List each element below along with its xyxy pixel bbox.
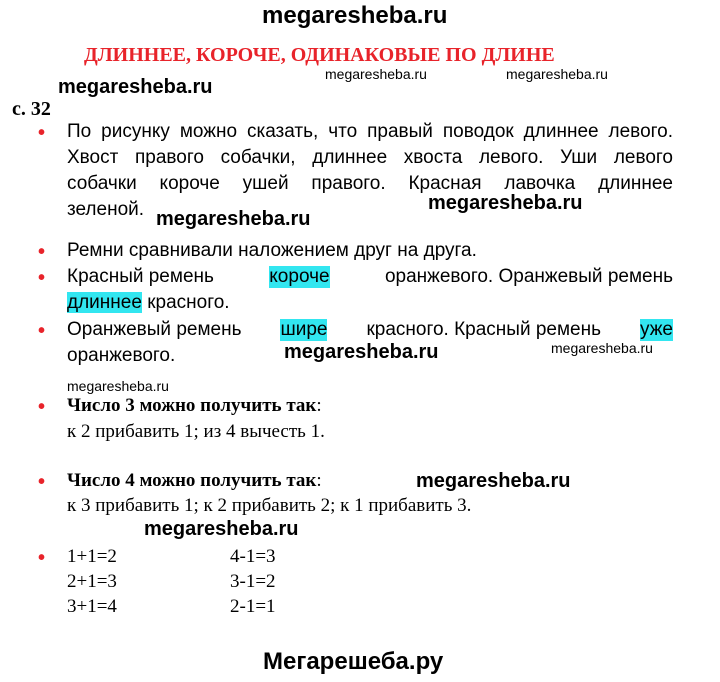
item3-line2 xyxy=(67,292,230,314)
watermark: megaresheba.ru xyxy=(325,66,427,82)
item5-line2: к 2 прибавить 1; из 4 вычесть 1. xyxy=(67,421,325,442)
item6-colon: : xyxy=(316,470,322,491)
equation-right: 4-1=3 xyxy=(230,546,276,567)
watermark: megaresheba.ru xyxy=(144,518,299,540)
bullet: • xyxy=(38,396,46,418)
bullet: • xyxy=(38,241,46,263)
bullet: • xyxy=(38,320,46,342)
item4-line1 xyxy=(67,319,673,341)
bullet: • xyxy=(38,471,46,493)
highlight-word: шире xyxy=(280,319,328,340)
item5-heading: Число 3 можно получить так xyxy=(67,395,317,416)
bullet: • xyxy=(38,122,46,144)
footer-watermark: Мегарешеба.ру xyxy=(263,648,444,675)
equation-left: 3+1=4 xyxy=(67,596,117,617)
item1-line2: Хвост правого собачки, длиннее хвоста левого. Уши левого xyxy=(67,147,673,168)
equation-right: 3-1=2 xyxy=(230,571,276,592)
item4-text: Оранжевый ремень xyxy=(67,319,242,340)
item6-line1 xyxy=(67,470,322,492)
item3-text: красного. xyxy=(147,292,230,313)
item3-text: оранжевого. Оранжевый ремень xyxy=(384,266,673,287)
item3-text: Красный ремень xyxy=(67,266,214,287)
item1-line3: собачки короче ушей правого. Красная лавочка длиннее xyxy=(67,173,673,194)
item6-line2: к 3 прибавить 1; к 2 прибавить 2; к 1 прибавить 3. xyxy=(67,495,472,516)
watermark: megaresheba.ru xyxy=(284,341,439,363)
equation-right: 2-1=1 xyxy=(230,596,276,617)
watermark: megaresheba.ru xyxy=(551,340,653,356)
watermark-top: megaresheba.ru xyxy=(262,2,448,29)
watermark: megaresheba.ru xyxy=(156,208,311,230)
page-title: ДЛИННЕЕ, КОРОЧЕ, ОДИНАКОВЫЕ ПО ДЛИНЕ xyxy=(84,44,555,66)
item1-line1: По рисунку можно сказать, что правый поводок длиннее левого. xyxy=(67,121,673,142)
highlight-word: длиннее xyxy=(67,292,142,313)
item4-text: красного. Красный ремень xyxy=(366,319,601,340)
watermark: megaresheba.ru xyxy=(67,378,169,394)
highlight-word: уже xyxy=(639,319,673,340)
item6-heading: Число 4 можно получить так xyxy=(67,470,317,491)
watermark: megaresheba.ru xyxy=(416,470,571,492)
item2-line1: Ремни сравнивали наложением друг на друга. xyxy=(67,240,477,261)
highlight-word: короче xyxy=(269,266,330,287)
bullet: • xyxy=(38,267,46,289)
page-reference: с. 32 xyxy=(12,98,51,120)
item4-line2: оранжевого. xyxy=(67,345,176,366)
item5-colon: : xyxy=(316,395,322,416)
bullet: • xyxy=(38,547,46,569)
equation-left: 2+1=3 xyxy=(67,571,117,592)
watermark: megaresheba.ru xyxy=(428,192,583,214)
item1-line4: зеленой. xyxy=(67,199,145,220)
equation-left: 1+1=2 xyxy=(67,546,117,567)
item3-line1 xyxy=(67,266,673,288)
item5-line1 xyxy=(67,395,322,417)
watermark: megaresheba.ru xyxy=(506,66,608,82)
watermark: megaresheba.ru xyxy=(58,76,213,98)
